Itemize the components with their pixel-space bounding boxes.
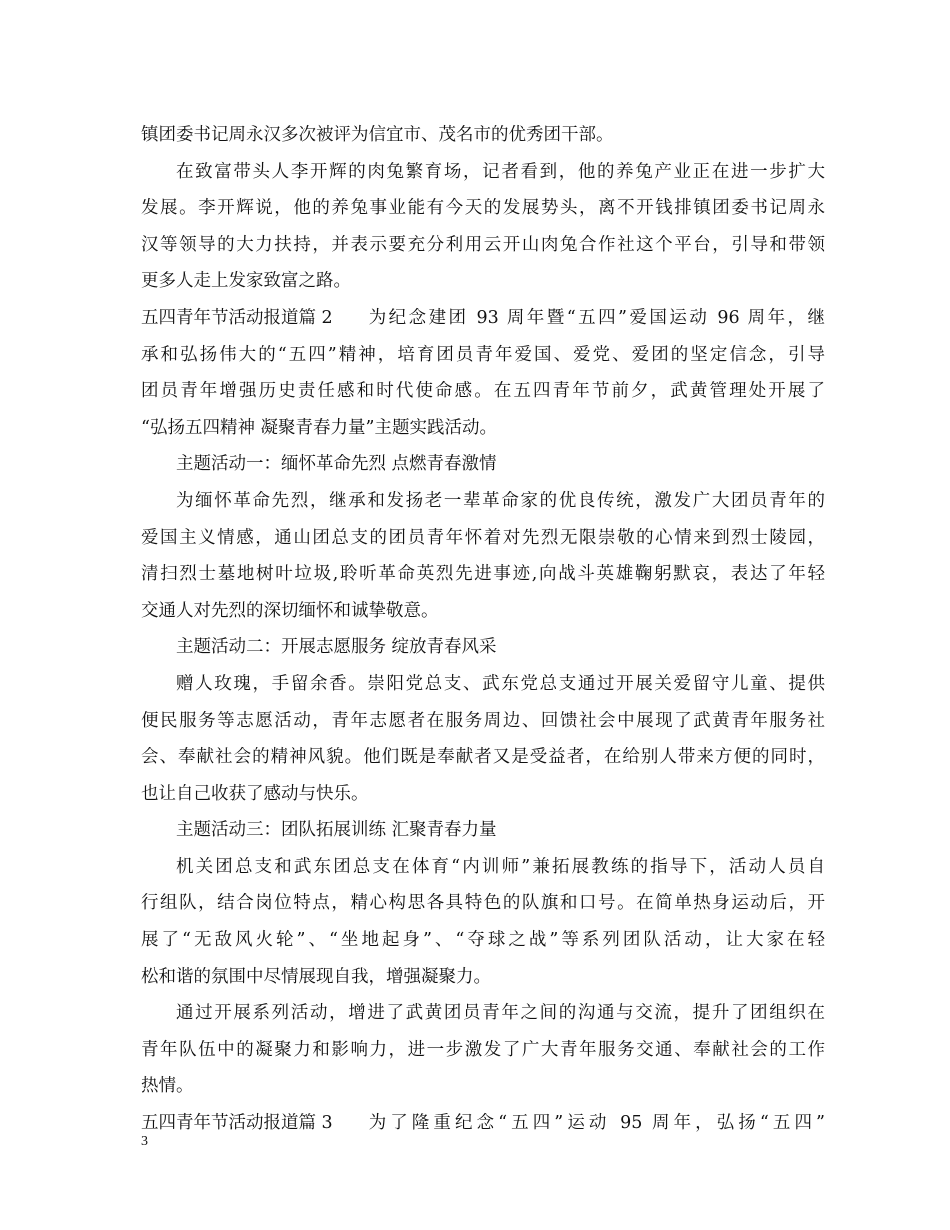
section-heading-line (141, 1105, 825, 1142)
paragraph-line: 为缅怀革命先烈，继承和发扬老一辈革命家的优良传统，激发广大团员青年的 (176, 490, 825, 511)
paragraph-line: 团员青年增强历史责任感和时代使命感。在五四青年节前夕，武黄管理处开展了 (141, 381, 825, 402)
section-heading: 五四青年节活动报道篇 3 (141, 1113, 333, 1134)
paragraph-line: 主题活动二：开展志愿服务 绽放青春风采 (176, 637, 497, 658)
paragraph-line: 镇团委书记周永汉多次被评为信宜市、茂名市的优秀团干部。 (141, 125, 614, 145)
paragraph-line: 赠人玫瑰，手留余香。崇阳党总支、武东党总支通过开展关爱留守儿童、提供 (176, 673, 825, 694)
heading-gap (333, 1105, 369, 1142)
paragraph-line: 清扫烈士墓地树叶垃圾,聆听革命英烈先进事迹,向战斗英雄鞠躬默哀，表达了年轻 (141, 564, 825, 585)
paragraph-line: 也让自己收获了感动与快乐。 (141, 783, 369, 804)
paragraph-line: 发展。李开辉说，他的养兔事业能有今天的发展势头，离不开钱排镇团委书记周永 (141, 198, 825, 219)
paragraph-line: 主题活动一：缅怀革命先烈 点燃青春激情 (176, 454, 497, 475)
paragraph-line: “弘扬五四精神 凝聚青春力量”主题实践活动。 (141, 417, 497, 438)
section-heading: 五四青年节活动报道篇 2 (141, 307, 333, 328)
section-heading-line (141, 300, 825, 337)
paragraph-line: 展了“无敌风火轮”、“坐地起身”、“夺球之战”等系列团队活动，让大家在轻 (141, 930, 825, 951)
paragraph-line: 通过开展系列活动，增进了武黄团员青年之间的沟通与交流，提升了团组织在 (176, 1003, 825, 1024)
paragraph-line: 承和弘扬伟大的“五四”精神，培育团员青年爱国、爱党、爱团的坚定信念，引导 (141, 344, 825, 365)
paragraph-line: 青年队伍中的凝聚力和影响力，进一步激发了广大青年服务交通、奉献社会的工作 (141, 1039, 825, 1060)
paragraph-line: 会、奉献社会的精神风貌。他们既是奉献者又是受益者，在给别人带来方便的同时， (141, 747, 825, 768)
heading-gap (333, 300, 369, 337)
paragraph-line: 松和谐的氛围中尽情展现自我，增强凝聚力。 (141, 966, 491, 987)
paragraph-line: 更多人走上发家致富之路。 (141, 271, 351, 292)
body-text (141, 117, 825, 1142)
paragraph-line: 主题活动三：团队拓展训练 汇聚青春力量 (176, 820, 497, 841)
paragraph-line: 在致富带头人李开辉的肉兔繁育场，记者看到，他的养兔产业正在进一步扩大 (176, 161, 825, 182)
paragraph-line: 机关团总支和武东团总支在体育“内训师”兼拓展教练的指导下，活动人员自 (176, 856, 825, 877)
paragraph-line: 行组队，结合岗位特点，精心构思各具特色的队旗和口号。在简单热身运动后，开 (141, 893, 825, 914)
line-text: 为了隆重纪念“五四”运动 95 周年，弘扬“五四” (368, 1113, 825, 1134)
page-number: 3 (141, 1134, 148, 1149)
paragraph-line: 交通人对先烈的深切缅怀和诚挚敬意。 (141, 600, 439, 621)
line-text: 为纪念建团 93 周年暨“五四”爱国运动 96 周年，继 (368, 307, 825, 328)
paragraph-line: 爱国主义情感，通山团总支的团员青年怀着对先烈无限崇敬的心情来到烈士陵园， (141, 527, 825, 548)
paragraph-line: 便民服务等志愿活动，青年志愿者在服务周边、回馈社会中展现了武黄青年服务社 (141, 710, 825, 731)
paragraph-line: 汉等领导的大力扶持，并表示要充分利用云开山肉兔合作社这个平台，引导和带领 (141, 234, 825, 255)
paragraph-line: 热情。 (141, 1076, 194, 1097)
